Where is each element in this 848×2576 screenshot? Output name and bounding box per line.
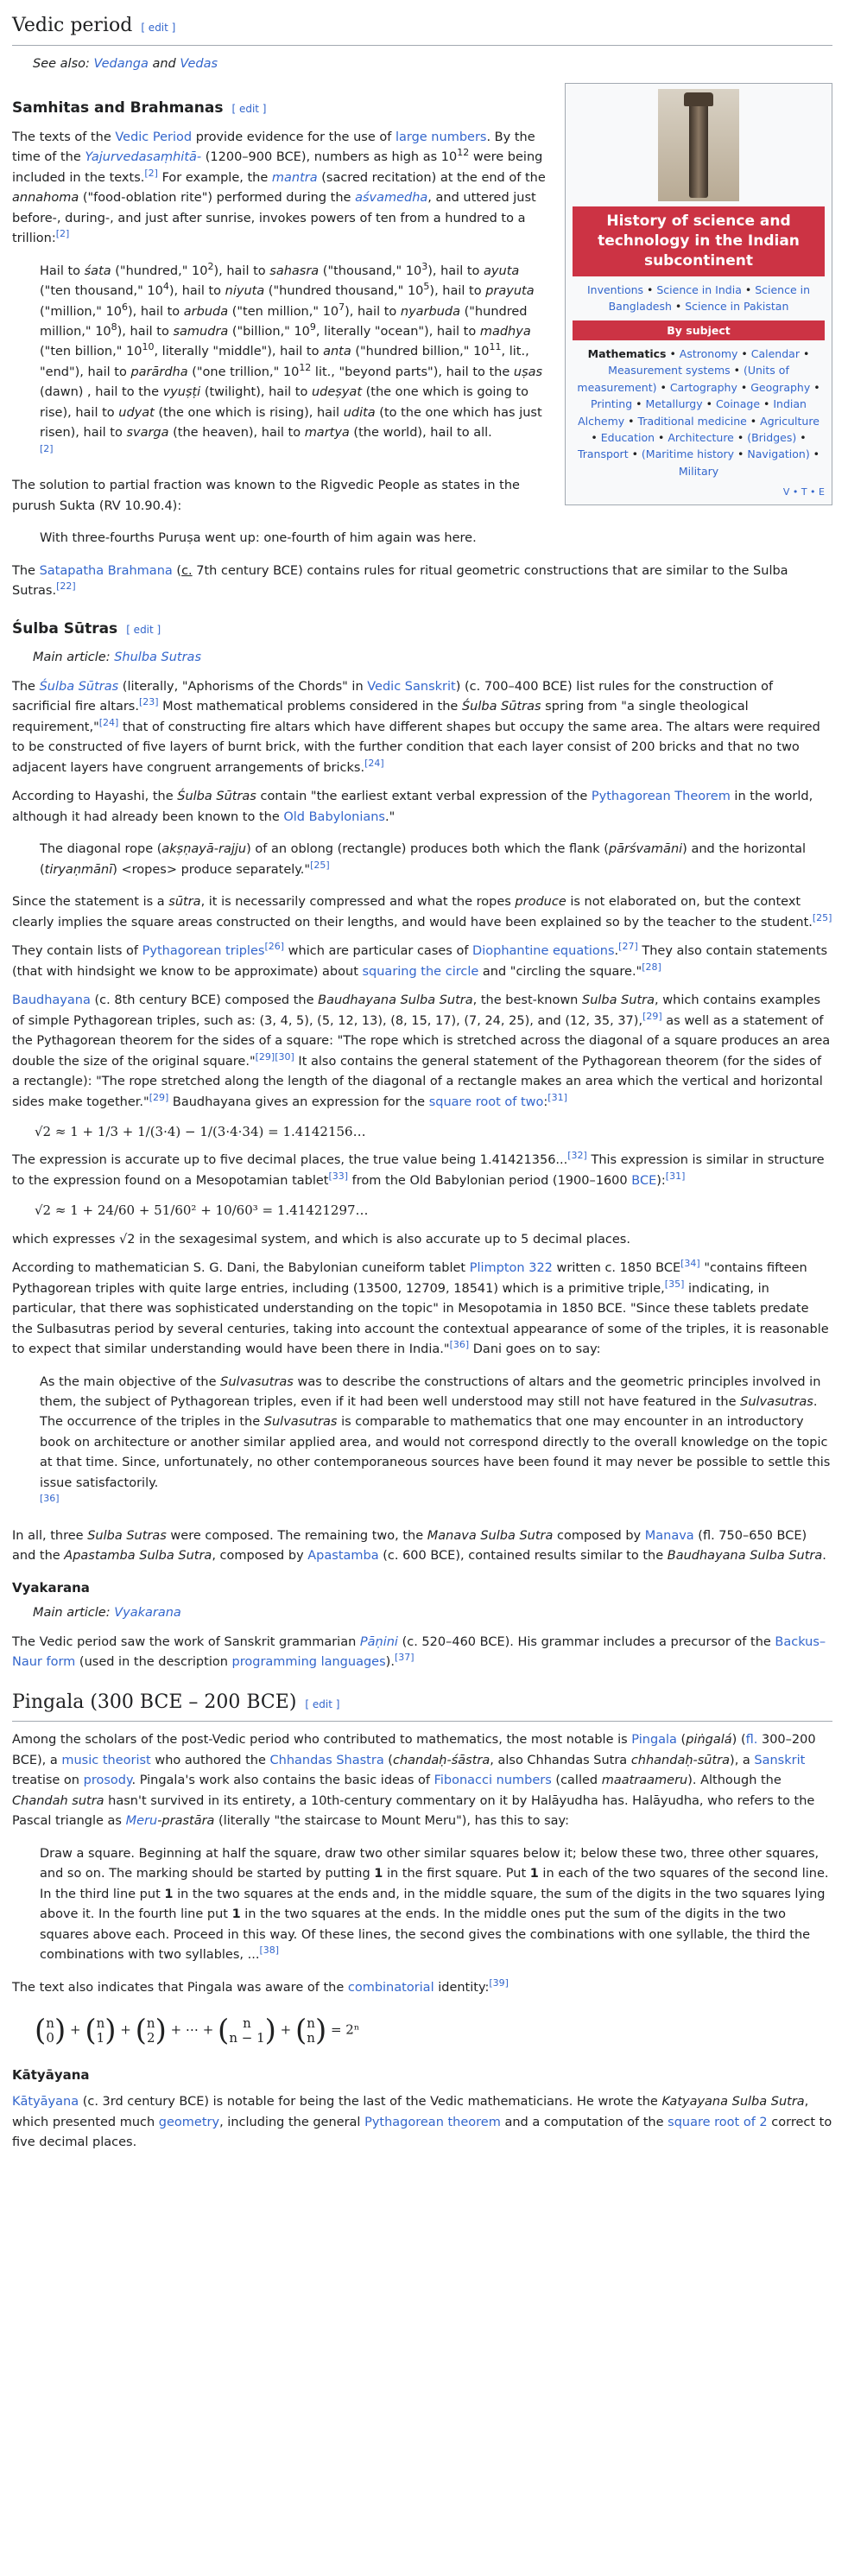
- citation[interactable]: [2]: [40, 443, 54, 455]
- infobox-link[interactable]: Inventions: [586, 282, 644, 296]
- link-programming-languages[interactable]: programming languages: [231, 1655, 386, 1670]
- vte-links[interactable]: V • T • E: [782, 486, 825, 498]
- link-old-babylonians[interactable]: Old Babylonians: [283, 809, 385, 824]
- edit-link[interactable]: [ edit ]: [126, 623, 161, 636]
- link-squaring-circle[interactable]: squaring the circle: [362, 964, 479, 979]
- infobox-link[interactable]: Coinage: [715, 397, 761, 411]
- paragraph: Among the scholars of the post-Vedic period who contributed to mathematics, the most notable is Pingala (piṅgalá) (fl. 300–200 BCE), a music theorist who authored the Chhandas Shastra (chandaḥ-śāstra, also Chhandas Sutra chhandaḥ-sūtra), a Sanskrit treatise on prosody. Pingala's work also contains the basic ideas of Fibonacci numbers (called maatraameru). Although the Chandah sutra hasn't survived in its entirety, a 10th-century commentary on it by Halāyudha has. Halāyudha, who refers to the Pascal triangle as Meru-prastāra (literally "the staircase to Mount Meru"), has this to say:: [12, 1733, 816, 1829]
- link-square-root-two[interactable]: square root of two: [428, 1094, 544, 1109]
- citation[interactable]: [2]: [55, 228, 70, 240]
- iron-pillar-image: [658, 89, 739, 201]
- infobox-link[interactable]: Transport: [577, 447, 629, 461]
- citation[interactable]: [23]: [138, 696, 159, 708]
- operator: = 2ⁿ: [326, 2021, 360, 2038]
- infobox-link[interactable]: Agriculture: [760, 414, 820, 428]
- citation[interactable]: [27]: [618, 941, 638, 953]
- equation-baudhayana: √2 ≈ 1 + 1/3 + 1/(3·4) − 1/(3·4·34) = 1.4142156…: [35, 1124, 366, 1140]
- citation[interactable]: [22]: [56, 581, 76, 593]
- link-vyakarana[interactable]: Vyakarana: [114, 1606, 181, 1621]
- link-vedic-sanskrit[interactable]: Vedic Sanskrit: [367, 679, 456, 694]
- link-floruit[interactable]: fl.: [745, 1733, 758, 1748]
- link-plimpton-322[interactable]: Plimpton 322: [469, 1261, 553, 1276]
- operator: +: [275, 2021, 295, 2038]
- link-pythagorean-theorem[interactable]: Pythagorean Theorem: [591, 790, 731, 804]
- link-yajurveda[interactable]: Yajurvedasaṃhitā-: [85, 150, 202, 165]
- link-music-theorist[interactable]: music theorist: [61, 1753, 151, 1767]
- link-large-numbers[interactable]: large numbers: [395, 130, 487, 144]
- infobox-link[interactable]: Metallurgy: [645, 397, 703, 411]
- paragraph: which expresses √2 in the sexagesimal system, and which is also accurate up to 5 decimal places.: [12, 1232, 630, 1247]
- paragraph: In all, three Sulba Sutras were composed. The remaining two, the Manava Sulba Sutra composed by Manava (fl. 750–650 BCE) and the Apastamba Sulba Sutra, composed by Apastamba (c. 600 BCE), contained results similar to the Baudhayana Sulba Sutra.: [12, 1528, 826, 1564]
- paragraph: The Vedic period saw the work of Sanskrit grammarian Pāṇini (c. 520–460 BCE). His grammar includes a precursor of the Backus–Naur form (used in the description programming languages).[37]: [12, 1634, 826, 1670]
- see-also-hatnote: See also: Vedanga and Vedas: [33, 56, 218, 71]
- link-shulba-sutras[interactable]: Shulba Sutras: [114, 650, 201, 665]
- citation[interactable]: [29]: [149, 1091, 169, 1103]
- link-fibonacci[interactable]: Fibonacci numbers: [433, 1773, 552, 1788]
- link-square-root-2[interactable]: square root of 2: [668, 2115, 768, 2129]
- article: [12, 0, 832, 2154]
- section-heading-pingala: Pingala (300 BCE – 200 BCE) [ edit ]: [12, 1687, 832, 1723]
- infobox: [565, 83, 832, 505]
- infobox-link[interactable]: Science in India: [656, 282, 742, 296]
- blockquote-mantra: Hail to śata ("hundred," $10^2$), hail to sahasra ("thousand," $10^3$), hail to ayuta ("ten thousand," $10^4$), hail to niyuta ("hundred thousand," $10^5$), hail to prayuta ("million," $10^6$), hail to arbuda ("ten million," $10^7$), hail to nyarbuda ("hundred million," $10^8$), hail to samudra ("billion," $10^9$, literally "ocean"), hail to madhya ("ten billion," $10^{10}$, literally "middle"), hail to anta ("hundred billion," $10^{11}$, lit., "end"), hail to parārdha ("one trillion," $10^{12}$ lit., "beyond parts"), hail to the uṣas (dawn) , hail to the vyuṣṭi (twilight), hail to udeṣyat (the one which is going to rise), hail to udyat (the one which is rising), hail udita (to the one which has just risen), hail to svarga (the heaven), hail to martya (the world), hail to all. [2]: [40, 260, 543, 455]
- paragraph: They contain lists of Pythagorean triples[26] which are particular cases of Diophantine equations.[27] They also contain statements (that with hindsight we know to be approximate) about squaring the circle and "circling the square."[28]: [12, 941, 828, 979]
- link-bce[interactable]: BCE: [631, 1173, 657, 1188]
- paragraph: The text also indicates that Pingala was aware of the combinatorial identity:[39]: [12, 1976, 509, 1995]
- link-pythagorean-triples[interactable]: Pythagorean triples: [142, 944, 265, 959]
- mathematics-label: Mathematics: [587, 347, 667, 361]
- link-katyayana[interactable]: Kātyāyana: [12, 2095, 79, 2110]
- infobox-link[interactable]: Education: [600, 430, 655, 444]
- binomial-coefficient: ( n n ): [295, 2013, 327, 2048]
- section-heading-samhitas: Samhitas and Brahmanas [ edit ]: [12, 99, 267, 117]
- paragraph: The Śulba Sūtras (literally, "Aphorisms of the Chords" in Vedic Sanskrit) (c. 700–400 BCE) list rules for the construction of sacrificial fire altars.[23] Most mathematical problems considered in the Śulba Sūtras spring from "a single theological requirement,"[24] that of constructing fire altars which have different shapes but occupy the same area. The altars were required to be constructed of five layers of burnt brick, with the further condition that each layer consist of 200 bricks and that no two adjacent layers have congruent arrangements of bricks.[24]: [12, 679, 820, 775]
- citation[interactable]: [28]: [642, 961, 661, 973]
- citation[interactable]: [34]: [680, 1258, 700, 1270]
- citation[interactable]: [38]: [259, 1945, 280, 1957]
- infobox-link[interactable]: Astronomy: [679, 347, 738, 361]
- edit-link[interactable]: [ edit ]: [141, 22, 176, 34]
- operator: +: [116, 2021, 136, 2038]
- section-heading-vyakarana: Vyakarana: [12, 1579, 90, 1596]
- paragraph: The solution to partial fraction was known to the Rigvedic People as states in the purush Sukta (RV 10.90.4):: [12, 479, 520, 513]
- citation[interactable]: [25]: [310, 859, 330, 871]
- infobox-link[interactable]: Science in Pakistan: [685, 300, 789, 314]
- link-geometry[interactable]: geometry: [158, 2115, 220, 2129]
- citation[interactable]: [35]: [664, 1278, 685, 1290]
- link-combinatorial[interactable]: combinatorial: [347, 1980, 434, 1995]
- section-heading-vedic: Vedic period [ edit ]: [12, 10, 832, 46]
- link-backus-naur[interactable]: Backus–Naur form: [12, 1634, 826, 1670]
- link-chhandas-shastra[interactable]: Chhandas Shastra: [269, 1753, 384, 1767]
- citation[interactable]: [39]: [489, 1976, 509, 1989]
- binomial-coefficient: ( n 0 ): [35, 2013, 66, 2048]
- link-panini[interactable]: Pāṇini: [359, 1634, 398, 1649]
- infobox-link[interactable]: Calendar: [750, 347, 800, 361]
- blockquote-dani: As the main objective of the Sulvasutras was to describe the constructions of altars and the geometric principles involved in them, the subject of Pythagorean triples, even if it had been well understood may still not have featured in the Sulvasutras. The occurrence of the triples in the Sulvasutras is comparable to mathematics that one may encounter in an introductory book on architecture or another similar applied area, and would not correspond directly to the overall knowledge on the topic at that time. Since, unfortunately, no other contemporaneous sources have been found it may never be possible to settle this issue satisfactorily. [36]: [40, 1374, 831, 1505]
- link-apastamba[interactable]: Apastamba: [307, 1549, 379, 1564]
- binomial-coefficient: ( n 1 ): [85, 2013, 117, 2048]
- main-article-hatnote: Main article: Shulba Sutras: [33, 650, 201, 665]
- operator: +: [66, 2021, 85, 2038]
- citation[interactable]: [36]: [40, 1493, 60, 1505]
- link-vedanga[interactable]: Vedanga: [93, 56, 149, 71]
- infobox-title: History of science and technology in the Indian subcontinent: [573, 206, 825, 276]
- citation[interactable]: [24]: [98, 716, 119, 728]
- paragraph: The Satapatha Brahmana (c. 7th century BCE) contains rules for ritual geometric constructions that are similar to the Sulba Sutras.[22]: [12, 563, 788, 599]
- citation[interactable]: [29]: [642, 1010, 662, 1022]
- infobox-link[interactable]: Traditional medicine: [637, 414, 747, 428]
- link-asvamedha[interactable]: aśvamedha: [355, 191, 428, 206]
- infobox-top-links: Inventions • Science in India • Science in Bangladesh • Science in Pakistan: [586, 282, 811, 314]
- blockquote-diagonal-rope: The diagonal rope (akṣṇayā-rajju) of an oblong (rectangle) produces both which the flank (pārśvamāni) and the horizontal (tiryaṇmānī) <ropes> produce separately."[25]: [40, 842, 807, 877]
- link-baudhayana[interactable]: Baudhayana: [12, 993, 91, 1008]
- blockquote-halayudha: Draw a square. Beginning at half the square, draw two other similar squares below it; below these two, three other squares, and so on. The marking should be started by putting 1 in the first square. Put 1 in each of the two squares of the second line. In the third line put 1 in the two squares at the ends and, in the middle square, the sum of the digits in the two squares lying above it. In the fourth line put 1 in the two squares at the ends. In the middle ones put the sum of the digits in the two squares above each. Proceed in this way. Of these lines, the second gives the combinations with one syllable, the third the combinations with two syllables, ...[38]: [40, 1846, 829, 1963]
- citation[interactable]: [36]: [449, 1339, 470, 1351]
- paragraph: According to Hayashi, the Śulba Sūtras contain "the earliest extant verbal expression of the Pythagorean Theorem in the world, although it had already been known to the Old Babylonians.": [12, 790, 813, 824]
- infobox-link[interactable]: Cartography: [669, 380, 737, 394]
- paragraph: The texts of the Vedic Period provide evidence for the use of large numbers. By the time of the Yajurvedasaṃhitā- (1200–900 BCE), numbers as high as $10^{12}$ were being included in the texts.[2] For example, the mantra (sacred recitation) at the end of the annahoma ("food-oblation rite") performed during the aśvamedha, and uttered just before-, during-, and just after sunrise, invokes powers of ten from a hundred to a trillion:[2]: [12, 130, 546, 246]
- infobox-link[interactable]: (Units of measurement): [577, 364, 789, 394]
- section-heading-sulba: Śulba Sūtras [ edit ]: [12, 619, 161, 638]
- paragraph: Baudhayana (c. 8th century BCE) composed the Baudhayana Sulba Sutra, the best-known Sulba Sutra, which contains examples of simple Pythagorean triples, such as: (3, 4, 5), (5, 12, 13), (8, 15, 17), (7, 24, 25), and (12, 35, 37),[29] as well as a statement of the Pythagorean theorem for the sides of a square: "The rope which is stretched across the diagonal of a square produces an area double the size of the original square."[29][30] It also contains the general statement of the Pythagorean theorem (for the sides of a rectangle): "The rope stretched along the length of the diagonal of a rectangle makes an area which the vertical and horizontal sides make together."[29] Baudhayana gives an expression for the square root of two:[31]: [12, 993, 831, 1109]
- link-manava[interactable]: Manava: [644, 1528, 694, 1543]
- infobox-by-subject: By subject: [573, 320, 825, 340]
- citation[interactable]: [37]: [394, 1652, 415, 1664]
- main-article-hatnote: Main article: Vyakarana: [33, 1606, 181, 1621]
- citation[interactable]: [31]: [547, 1091, 567, 1103]
- link-vedic-period[interactable]: Vedic Period: [115, 130, 193, 144]
- infobox-link[interactable]: Geography: [750, 380, 811, 394]
- paragraph: According to mathematician S. G. Dani, the Babylonian cuneiform tablet Plimpton 322 written c. 1850 BCE[34] "contains fifteen Pythagorean triples with quite large entries, including (13500, 12709, 18541) which is a primitive triple,[35] indicating, in particular, that there was sophisticated understanding on the topic" in Mesopotamia in 1850 BCE. "Since these tablets predate the Sulbasutras period by several centuries, taking into account the contextual appearance of some of the triples, it is reasonable to expect that similar understanding would have been there in India."[36] Dani goes on to say:: [12, 1258, 829, 1357]
- citation[interactable]: [24]: [364, 757, 384, 769]
- paragraph: The expression is accurate up to five decimal places, the true value being 1.41421356...[32] This expression is similar in structure to the expression found on a Mesopotamian tablet[33] from the Old Babylonian period (1900–1600 BCE):[31]: [12, 1150, 825, 1188]
- citation[interactable]: [2]: [144, 167, 158, 179]
- infobox-link[interactable]: Navigation): [747, 447, 810, 461]
- operator: + ⋯ +: [166, 2021, 218, 2038]
- link-pingala[interactable]: Pingala: [631, 1733, 677, 1748]
- equation-babylonian: √2 ≈ 1 + 24/60 + 51/60² + 10/60³ = 1.41421297…: [35, 1202, 369, 1219]
- infobox-link[interactable]: Indian Alchemy: [578, 397, 807, 428]
- edit-link[interactable]: [ edit ]: [305, 1697, 340, 1710]
- binomial-coefficient: ( n n − 1 ): [218, 2013, 276, 2048]
- infobox-link[interactable]: (Bridges): [747, 430, 797, 444]
- infobox-link[interactable]: Science in Bangladesh: [608, 282, 811, 314]
- infobox-subject-list: Mathematics • Astronomy • Calendar • Measurement systems • (Units of measurement) • Cartography • Geography • Printing • Metallurgy • Coinage • Indian Alchemy • Traditional medicine • Agriculture • Education • Architecture • (Bridges) • Transport • (Maritime history • Navigation) • Military: [577, 347, 820, 478]
- paragraph: Kātyāyana (c. 3rd century BCE) is notable for being the last of the Vedic mathematicians. He wrote the Katyayana Sulba Sutra, which presented much geometry, including the general Pythagorean theorem and a computation of the square root of 2 correct to five decimal places.: [12, 2095, 832, 2150]
- blockquote-purusha: With three-fourths Puruṣa went up: one-fourth of him again was here.: [40, 531, 477, 546]
- citation[interactable]: [31]: [665, 1170, 686, 1182]
- section-heading-katyayana: Kātyāyana: [12, 2067, 90, 2084]
- link-sulba-sutras[interactable]: Śulba Sūtras: [39, 679, 119, 694]
- link-pythagorean-theorem[interactable]: Pythagorean theorem: [364, 2115, 501, 2129]
- citation[interactable]: [29][30]: [255, 1050, 294, 1063]
- infobox-link[interactable]: (Maritime history: [641, 447, 735, 461]
- link-prosody[interactable]: prosody: [83, 1773, 132, 1788]
- infobox-link[interactable]: Measurement systems: [608, 364, 731, 378]
- citation[interactable]: [33]: [328, 1170, 349, 1182]
- infobox-link[interactable]: Printing: [591, 397, 633, 411]
- link-meru[interactable]: Meru: [125, 1814, 158, 1829]
- citation[interactable]: [26]: [264, 941, 285, 953]
- paragraph: Since the statement is a sūtra, it is necessarily compressed and what the ropes produce is not elaborated on, but the context clearly implies the square areas constructed on their lengths, and would have been explained so by the teacher to the student.[25]: [12, 895, 832, 930]
- infobox-link[interactable]: Military: [678, 464, 719, 478]
- binomial-coefficient: ( n 2 ): [135, 2013, 167, 2048]
- link-mantra[interactable]: mantra: [271, 170, 318, 185]
- link-diophantine[interactable]: Diophantine equations: [472, 944, 615, 959]
- citation[interactable]: [32]: [567, 1150, 587, 1162]
- link-satapatha[interactable]: Satapatha Brahmana: [39, 563, 173, 578]
- infobox-link[interactable]: Architecture: [668, 430, 734, 444]
- link-vedas[interactable]: Vedas: [180, 56, 218, 71]
- link-sanskrit[interactable]: Sanskrit: [754, 1753, 806, 1767]
- citation[interactable]: [25]: [812, 911, 832, 923]
- edit-link[interactable]: [ edit ]: [231, 103, 267, 116]
- equation-binomial-identity: [35, 2007, 832, 2054]
